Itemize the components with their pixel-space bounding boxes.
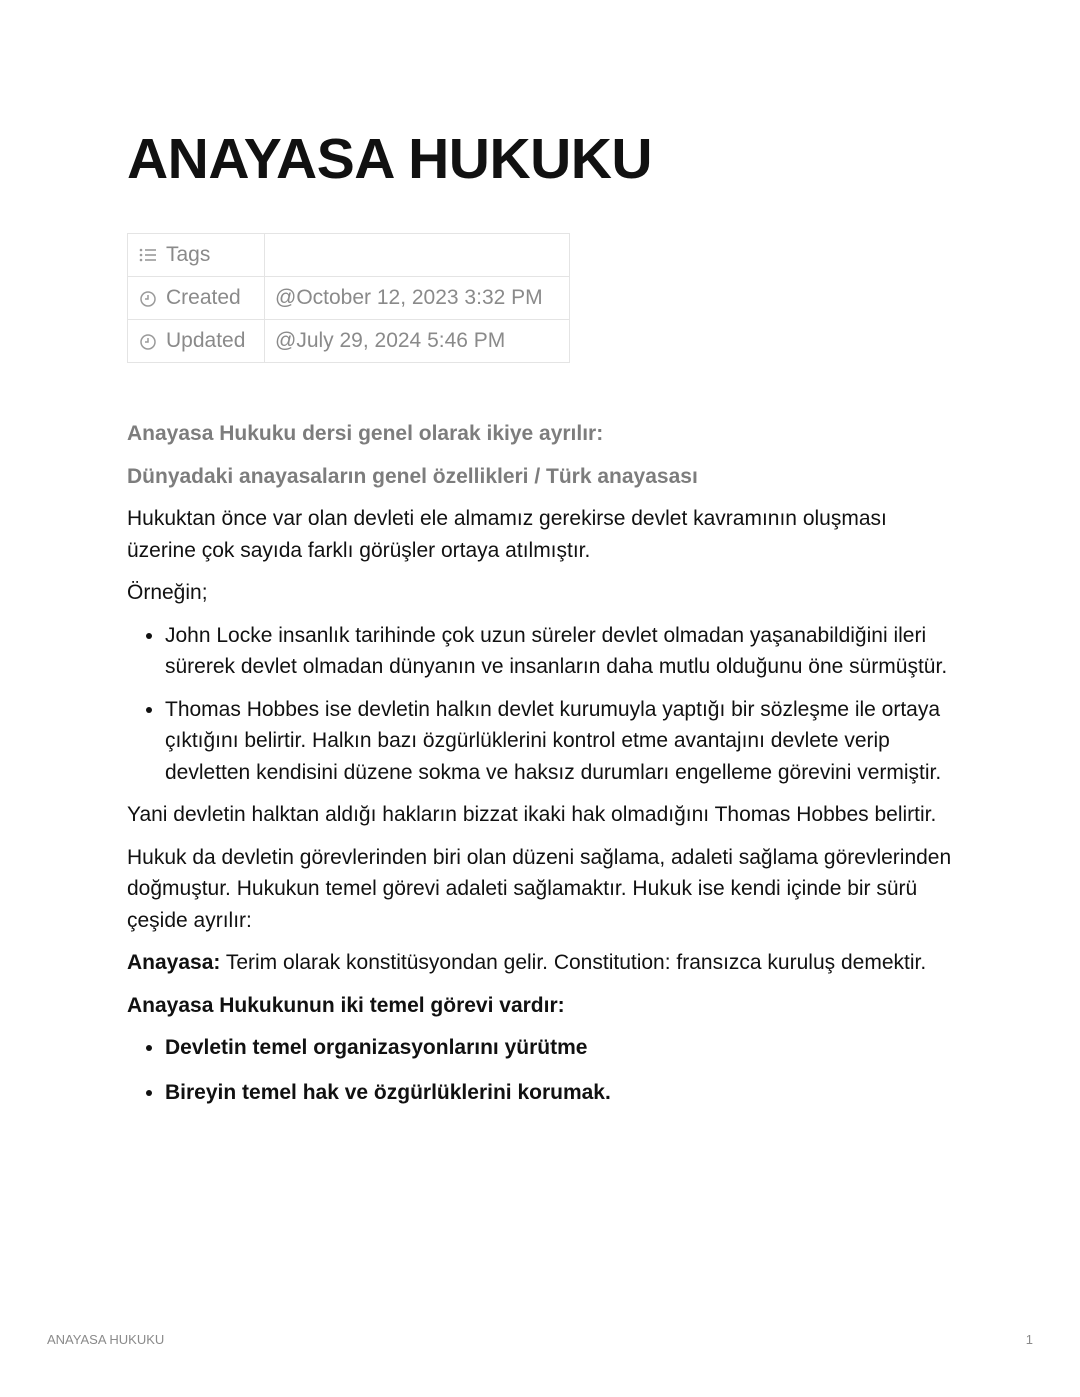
property-key-label: Updated: [166, 329, 246, 352]
subtitle: Anayasa Hukuku dersi genel olarak ikiye ayrılır:: [127, 422, 604, 445]
property-row-updated: [128, 320, 570, 363]
page-content: [127, 418, 957, 1121]
subtitle: Dünyadaki anayasaların genel özellikleri / Türk anayasası: [127, 464, 698, 488]
term-definition: Terim olarak konstitüsyondan gelir. Constitution: fransızca kuruluş demektir.: [220, 951, 927, 974]
bold-heading: Anayasa Hukukunun iki temel görevi vardır:: [127, 993, 565, 1017]
bullet-list: [127, 1032, 957, 1108]
list-item: • Thomas Hobbes ise devletin halkın devlet kurumuyla yaptığı bir sözleşme ile ortaya çıktığını belirtir. Halkın bazı özgürlüklerini kontrol etme avantajını devlete verip devletten kendisini düzene sokma ve haksız durumları engelleme görevini vermiştir.: [165, 694, 957, 789]
list-item: • John Locke insanlık tarihinde çok uzun süreler devlet olmadan yaşanabildiğini ileri sürerek devlet olmadan dünyanın ve insanların daha mutlu olduğunu öne sürmüştür.: [165, 620, 957, 683]
property-key-label: Created: [166, 286, 241, 309]
property-value[interactable]: @October 12, 2023 3:32 PM: [265, 277, 570, 320]
page-title: ANAYASA HUKUKU: [127, 127, 653, 191]
properties-table: [127, 233, 570, 363]
property-key[interactable]: [128, 320, 265, 363]
property-row-tags: [128, 234, 570, 277]
paragraph: Yani devletin halktan aldığı hakların bizzat ikaki hak olmadığını Thomas Hobbes belirtir.: [127, 803, 937, 826]
list-item: • Devletin temel organizasyonlarını yürütme: [165, 1032, 957, 1064]
page-number: 1: [1025, 1332, 1033, 1347]
paragraph: [127, 947, 957, 979]
list-icon: [138, 247, 158, 263]
paragraph: Hukuk da devletin görevlerinden biri olan düzeni sağlama, adaleti sağlama görevlerinden doğmuştur. Hukukun temel görevi adaleti sağlamaktır. Hukuk ise kendi içinde bir sürü çeşide ayrılır:: [127, 845, 952, 932]
clock-icon: [138, 289, 158, 307]
term-label: Anayasa:: [127, 951, 221, 974]
paragraph: [127, 990, 957, 1022]
property-value[interactable]: [265, 234, 570, 277]
property-value[interactable]: @July 29, 2024 5:46 PM: [265, 320, 570, 363]
bullet-list: [127, 620, 957, 789]
footer-title: ANAYASA HUKUKU: [47, 1332, 165, 1347]
paragraph: Hukuktan önce var olan devleti ele almamız gerekirse devlet kavramının oluşması üzerine çok sayıda farklı görüşler ortaya atılmıştır.: [127, 507, 887, 562]
property-key-label: Tags: [166, 243, 211, 266]
clock-icon: [138, 332, 158, 350]
property-key[interactable]: [128, 234, 265, 277]
paragraph: Örneğin;: [127, 581, 208, 604]
property-row-created: [128, 277, 570, 320]
list-item: • Bireyin temel hak ve özgürlüklerini korumak.: [165, 1077, 957, 1109]
property-key[interactable]: [128, 277, 265, 320]
